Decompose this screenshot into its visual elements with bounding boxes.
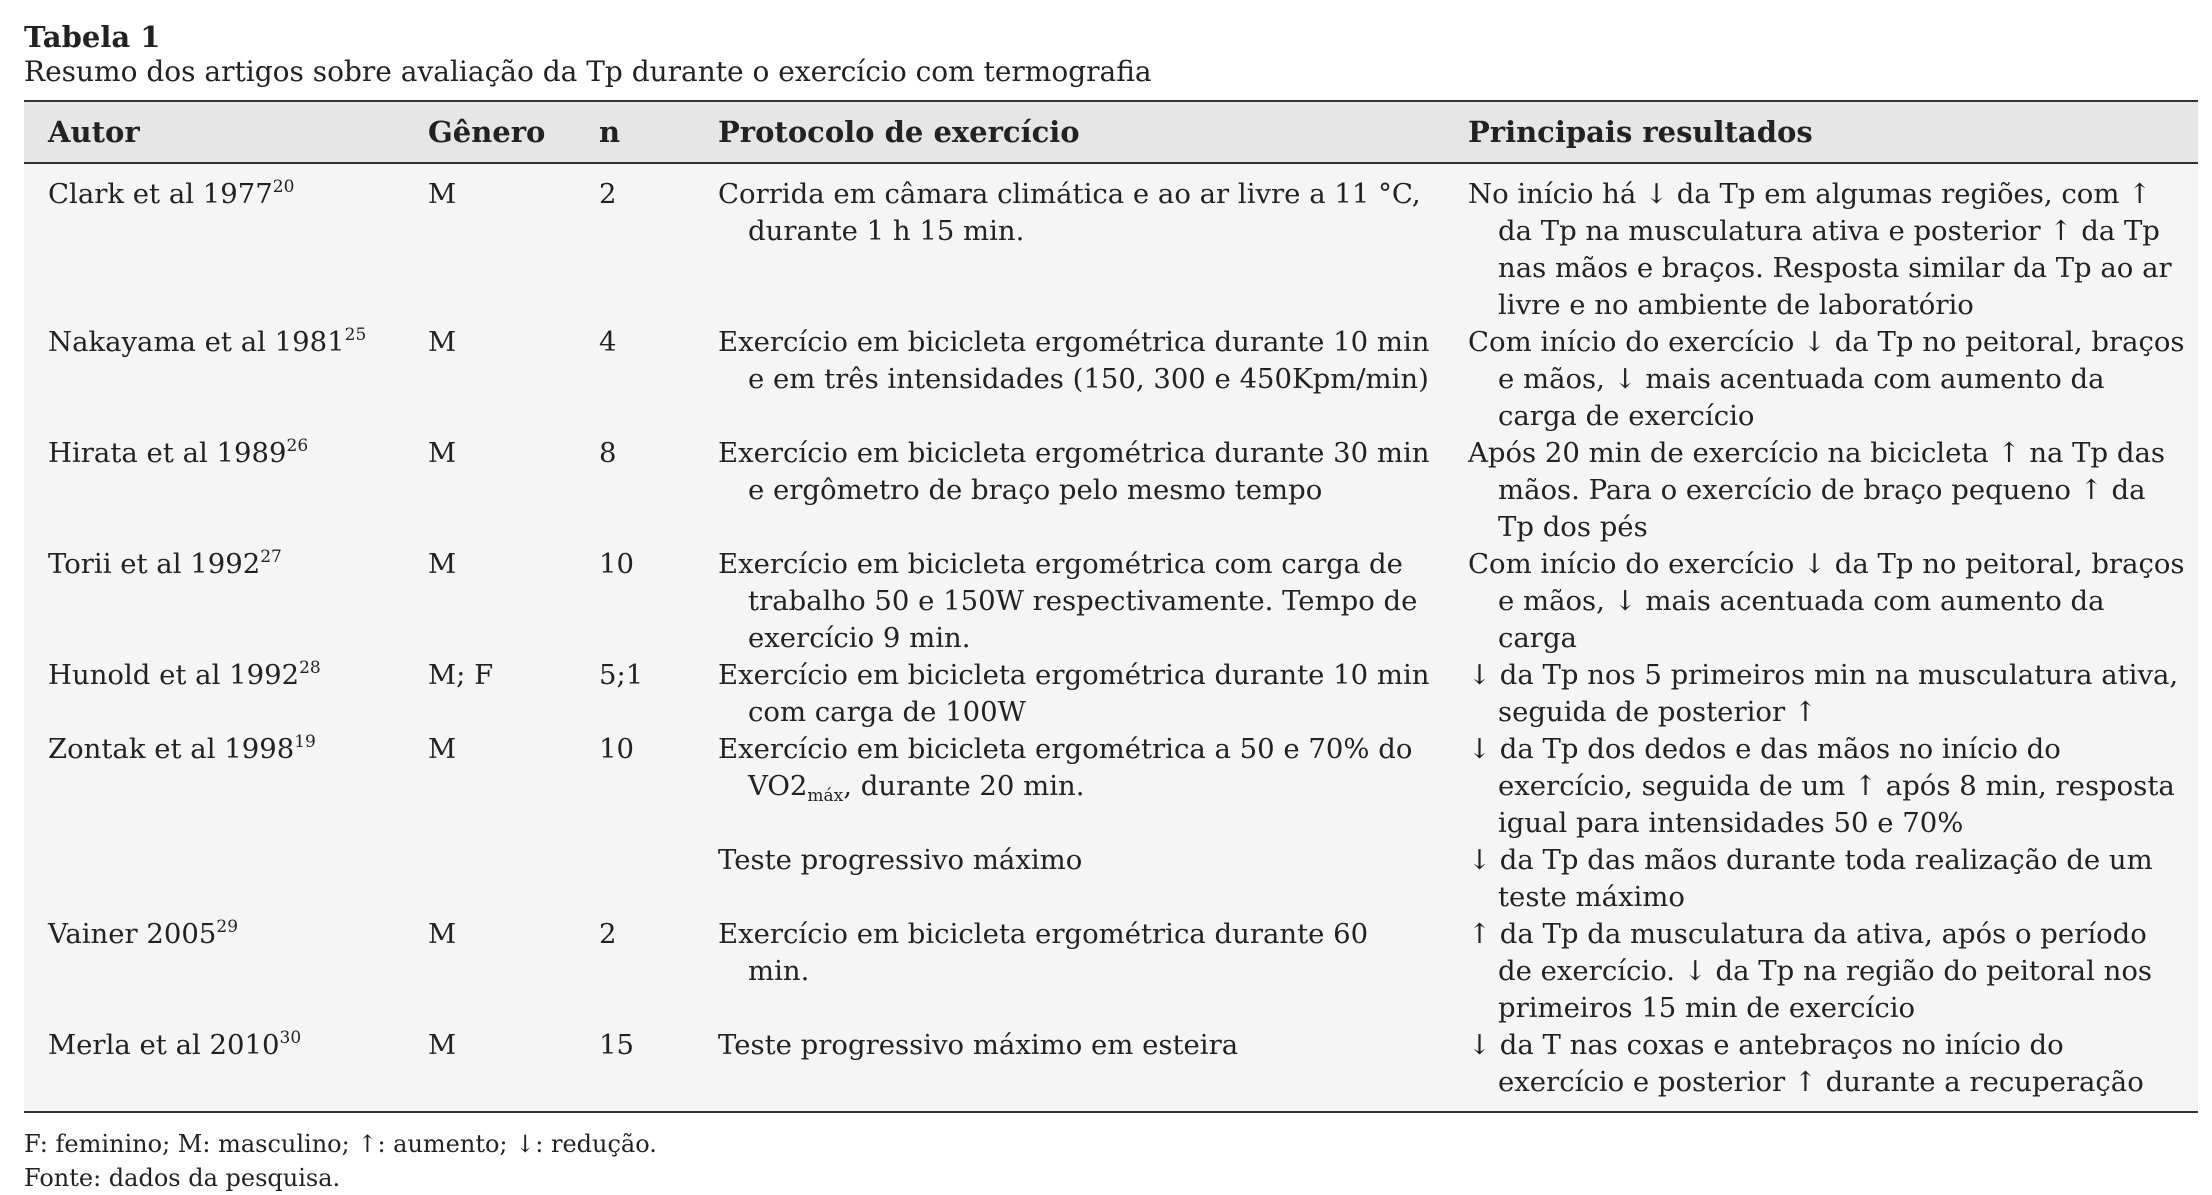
cell-protocol: Teste progressivo máximo <box>694 842 1444 916</box>
cell-results: Com início do exercício ↓ da Tp no peitoral, braços e mãos, ↓ mais acentuada com aumento da carga <box>1444 546 2198 657</box>
cell-n: 10 <box>599 546 694 657</box>
header-gender: Gênero <box>404 101 599 163</box>
cell-gender: M <box>404 731 599 842</box>
reference-superscript: 20 <box>272 177 295 197</box>
cell-n <box>599 842 694 916</box>
cell-n: 2 <box>599 163 694 324</box>
reference-superscript: 26 <box>286 436 309 456</box>
table-row <box>24 1027 2198 1112</box>
cell-protocol: Corrida em câmara climática e ao ar livre a 11 °C, durante 1 h 15 min. <box>694 163 1444 324</box>
header-results: Principais resultados <box>1444 101 2198 163</box>
cell-results: Com início do exercício ↓ da Tp no peitoral, braços e mãos, ↓ mais acentuada com aumento da carga de exercício <box>1444 324 2198 435</box>
cell-n: 8 <box>599 435 694 546</box>
reference-superscript: 28 <box>299 658 321 678</box>
cell-gender: M <box>404 916 599 1027</box>
cell-protocol: Exercício em bicicleta ergométrica durante 30 min e ergômetro de braço pelo mesmo tempo <box>694 435 1444 546</box>
cell-author <box>24 842 404 916</box>
cell-results: ↓ da Tp dos dedos e das mãos no início do exercício, seguida de um ↑ após 8 min, resposta igual para intensidades 50 e 70% <box>1444 731 2198 842</box>
cell-gender: M <box>404 546 599 657</box>
cell-protocol: Exercício em bicicleta ergométrica durante 60 min. <box>694 916 1444 1027</box>
cell-protocol: Exercício em bicicleta ergométrica a 50 e 70% do $VO2_{máx}$, durante 20 min. <box>694 731 1444 842</box>
cell-n: 2 <box>599 916 694 1027</box>
table-row <box>24 916 2198 1027</box>
cell-author: Merla et al 2010$^{30}$ <box>24 1027 404 1112</box>
cell-gender: M <box>404 435 599 546</box>
table-figure <box>24 20 2198 1195</box>
cell-results: ↑ da Tp da musculatura da ativa, após o período de exercício. ↓ da Tp na região do peitoral nos primeiros 15 min de exercício <box>1444 916 2198 1027</box>
cell-gender: M; F <box>404 657 599 731</box>
cell-n: 4 <box>599 324 694 435</box>
table-label: Tabela 1 <box>24 20 161 54</box>
cell-results: No início há ↓ da Tp em algumas regiões, com ↑ da Tp na musculatura ativa e posterior ↑ da Tp nas mãos e braços. Resposta similar da Tp ao ar livre e no ambiente de laboratório <box>1444 163 2198 324</box>
footnote-source: Fonte: dados da pesquisa. <box>24 1164 341 1192</box>
cell-gender: M <box>404 324 599 435</box>
table-row <box>24 657 2198 731</box>
cell-author: Hunold et al 1992$^{28}$ <box>24 657 404 731</box>
header-protocol: Protocolo de exercício <box>694 101 1444 163</box>
cell-results: ↓ da Tp nos 5 primeiros min na musculatura ativa, seguida de posterior ↑ <box>1444 657 2198 731</box>
reference-superscript: 27 <box>260 547 282 567</box>
table-row <box>24 731 2198 842</box>
header-author: Autor <box>24 101 404 163</box>
cell-protocol: Teste progressivo máximo em esteira <box>694 1027 1444 1112</box>
cell-protocol: Exercício em bicicleta ergométrica com carga de trabalho 50 e 150W respectivamente. Tempo de exercício 9 min. <box>694 546 1444 657</box>
reference-superscript: 29 <box>216 917 239 937</box>
cell-author: Hirata et al 1989$^{26}$ <box>24 435 404 546</box>
table-row <box>24 435 2198 546</box>
cell-author: Clark et al 1977$^{20}$ <box>24 163 404 324</box>
header-n: n <box>599 101 694 163</box>
table-header-row <box>24 101 2198 163</box>
summary-table <box>24 100 2198 1113</box>
cell-protocol: Exercício em bicicleta ergométrica durante 10 min com carga de 100W <box>694 657 1444 731</box>
table-row <box>24 324 2198 435</box>
footnote-legend: F: feminino; M: masculino; ↑: aumento; ↓: redução. <box>24 1130 657 1158</box>
reference-superscript: 25 <box>344 325 367 345</box>
cell-results: Após 20 min de exercício na bicicleta ↑ na Tp das mãos. Para o exercício de braço pequeno ↑ da Tp dos pés <box>1444 435 2198 546</box>
table-row <box>24 842 2198 916</box>
cell-author: Vainer 2005$^{29}$ <box>24 916 404 1027</box>
cell-gender <box>404 842 599 916</box>
cell-author: Zontak et al 1998$^{19}$ <box>24 731 404 842</box>
cell-results: ↓ da Tp das mãos durante toda realização de um teste máximo <box>1444 842 2198 916</box>
cell-gender: M <box>404 1027 599 1112</box>
cell-n: 5;1 <box>599 657 694 731</box>
table-row <box>24 163 2198 324</box>
cell-protocol: Exercício em bicicleta ergométrica durante 10 min e em três intensidades (150, 300 e 450Kpm/min) <box>694 324 1444 435</box>
cell-results: ↓ da T nas coxas e antebraços no início do exercício e posterior ↑ durante a recuperação <box>1444 1027 2198 1112</box>
subscript-max: máx <box>807 786 844 806</box>
table-footnotes <box>24 1127 2198 1195</box>
table-caption: Resumo dos artigos sobre avaliação da Tp durante o exercício com termografia <box>24 55 1152 88</box>
reference-superscript: 19 <box>294 732 316 752</box>
cell-author: Torii et al 1992$^{27}$ <box>24 546 404 657</box>
cell-author: Nakayama et al 1981$^{25}$ <box>24 324 404 435</box>
table-row <box>24 546 2198 657</box>
reference-superscript: 30 <box>279 1028 302 1048</box>
cell-gender: M <box>404 163 599 324</box>
cell-n: 15 <box>599 1027 694 1112</box>
cell-n: 10 <box>599 731 694 842</box>
